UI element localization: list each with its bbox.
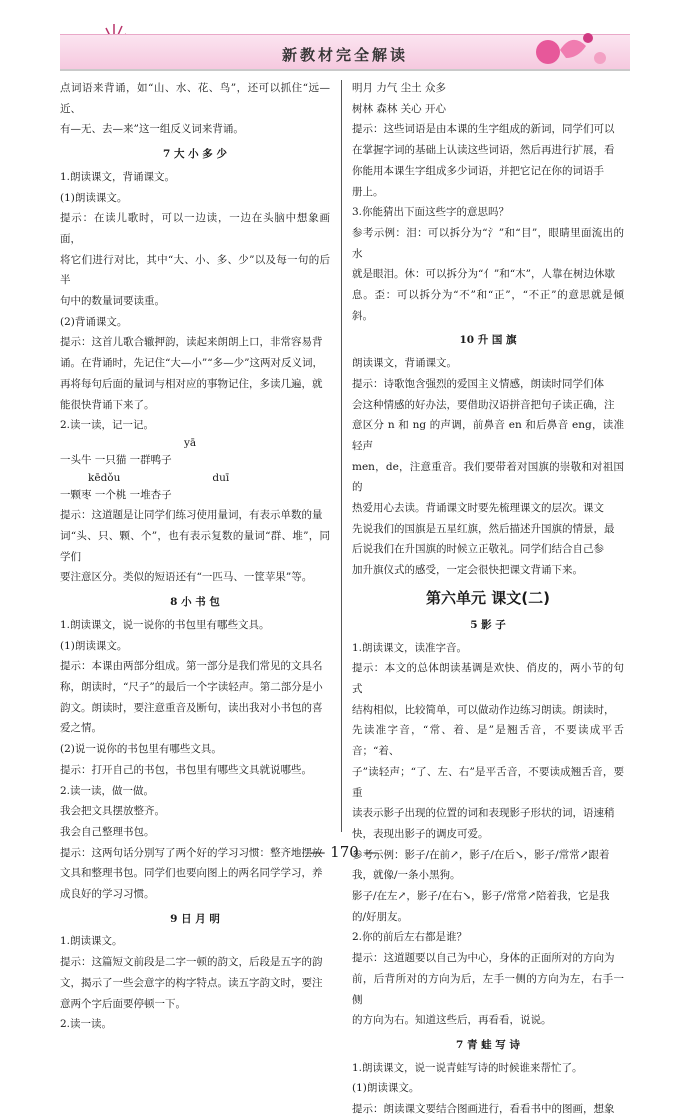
text-line: 1.朗读课文，读准字音。: [352, 641, 468, 654]
dancer-decoration: [530, 28, 610, 72]
lesson-heading: 10 升 国 旗: [459, 334, 517, 347]
right-column: [352, 78, 624, 1120]
text-line: 文具和整理书包。同学们也要向图上的两名同学学习，养: [60, 867, 323, 880]
lesson-heading: 8 小 书 包: [170, 596, 220, 609]
text-line: 子”读轻声；“了、左、右”是平舌音，不要读成翘舌音，要重: [352, 765, 624, 799]
text-line: 2.读一读，记一记。: [60, 419, 155, 432]
text-line: (1)朗读课文。: [60, 191, 128, 204]
lesson-heading: 9 日 月 明: [170, 912, 220, 925]
text-line: 提示：诗歌饱含强烈的爱国主义情感，朗读时同学们体: [352, 377, 604, 390]
text-line: 参考示例：泪：可以拆分为“氵”和“目”，眼睛里面流出的水: [352, 226, 624, 260]
text-line: 就是眼泪。休：可以拆分为“亻”和“木”，人靠在树边休歇: [352, 268, 615, 281]
text-line: 加升旗仪式的感受，一定会很快把课文背诵下来。: [352, 564, 583, 577]
text-line: 意两个字后面要停顿一下。: [60, 997, 186, 1010]
text-line: 1.朗读课文，说一说青蛙写诗的时候谁来帮忙了。: [352, 1061, 583, 1074]
text-line: 参考示例：影子/在前↗，影子/在后↘，影子/常常↗跟着: [352, 848, 610, 861]
header-title: 新教材完全解读: [281, 46, 408, 64]
lesson-heading: 7 大 小 多 少: [163, 148, 227, 161]
text-line: 提示：这道题要以自己为中心，身体的正面所对的方向为: [352, 952, 615, 965]
text-line: 1.朗读课文。: [60, 935, 123, 948]
text-line: 词“头、只、颗、个”，也有表示复数的量词“群、堆”，同学们: [60, 530, 330, 563]
word-row: 树林 森林 关心 开心: [352, 102, 447, 115]
text-line: 意区分 n 和 ng 的声调，前鼻音 en 和后鼻音 eng，读准轻声: [352, 419, 624, 452]
pinyin: yā: [184, 436, 197, 449]
pinyin-row: [60, 436, 330, 450]
text-line: 点词语来背诵，如“山、水、花、鸟”，还可以抓住“远—近、: [60, 82, 330, 115]
text-line: 快，表现出影子的调皮可爱。: [352, 827, 489, 840]
phrase-row: 一头牛 一只猫 一群鸭子: [60, 453, 172, 466]
text-line: 我会自己整理书包。: [60, 825, 155, 838]
text-line: 我，就像/一条小黑狗。: [352, 869, 461, 882]
text-line: 句中的数量词要读重。: [60, 295, 165, 308]
text-line: 前，后背所对的方向为后，左手一侧的方向为左，右手一侧: [352, 972, 624, 1006]
text-line: (1)朗读课文。: [352, 1082, 420, 1095]
text-line: 我会把文具摆放整齐。: [60, 805, 165, 818]
text-line: 提示：这两句话分别写了两个好的学习习惯：整齐地摆放: [60, 846, 323, 859]
text-line: 你能用本课生字组成多少词语，并把它记在你的词语手: [352, 164, 604, 177]
text-line: 的方向为右。知道这些后，再看看，说说。: [352, 1014, 552, 1027]
text-line: 将它们进行对比，其中“大、小、多、少”以及每一句的后半: [60, 253, 330, 287]
text-line: 3.你能猜出下面这些字的意思吗？: [352, 206, 510, 219]
text-line: 先说我们的国旗是五星红旗，然后描述升国旗的情景，最: [352, 522, 615, 535]
text-line: (2)背诵课文。: [60, 315, 128, 328]
page-number: — 170 —: [310, 843, 379, 861]
pinyin: duī: [212, 471, 230, 484]
text-line: men，de，注意重音。我们要带着对国旗的崇敬和对祖国的: [352, 460, 624, 494]
word-row: 明月 力气 尘土 众多: [352, 82, 447, 94]
unit-title: 第六单元 课文(二): [426, 588, 550, 607]
text-line: 影子/在左↗，影子/在右↘，影子/常常↗陪着我，它是我: [352, 890, 610, 903]
text-line: 在掌握字词的基础上认读这些词语，然后再进行扩展，看: [352, 144, 615, 157]
text-line: 提示：这首儿歌合辙押韵，读起来朗朗上口，非常容易背: [60, 336, 323, 349]
phrase-row: 一颗枣 一个桃 一堆杏子: [60, 488, 172, 501]
text-line: 再将每句后面的量词与相对应的事物记住，多读几遍，就: [60, 377, 323, 390]
text-line: 提示：本课由两部分组成。第一部分是我们常见的文具名: [60, 660, 323, 673]
text-line: 2.读一读，做一做。: [60, 784, 155, 797]
text-line: 2.读一读。: [60, 1018, 113, 1031]
text-line: 先读准字音，“常、着、是”是翘舌音，不要读成平舌音；“着、: [352, 724, 624, 758]
text-line: 提示：这道题是让同学们练习使用量词，有表示单数的量: [60, 509, 323, 522]
text-line: 读表示影子出现的位置的词和表现影子形状的词，语速稍: [352, 807, 615, 820]
text-line: 朗读课文，背诵课文。: [352, 357, 457, 370]
text-line: (2)说一说你的书包里有哪些文具。: [60, 743, 222, 756]
text-line: (1)朗读课文。: [60, 639, 128, 652]
text-line: 提示：在读儿歌时，可以一边读，一边在头脑中想象画面，: [60, 212, 330, 245]
lesson-heading: 5 影 子: [470, 618, 506, 631]
text-line: 息。歪：可以拆分为“不”和“正”，“不正”的意思就是倾斜。: [352, 289, 624, 322]
text-line: 诵。在背诵时，先记住“大—小”“多—少”这两对反义词，: [60, 357, 323, 370]
text-line: 韵文。朗读时，要注意重音及断句，读出我对小书包的喜: [60, 701, 323, 714]
text-line: 爱之情。: [60, 722, 102, 735]
text-line: 要注意区分。类似的短语还有“一匹马、一筐苹果”等。: [60, 571, 313, 584]
text-line: 能很快背诵下来了。: [60, 398, 155, 411]
text-line: 的/好朋友。: [352, 910, 409, 923]
text-line: 后说我们在升国旗的时候立正敬礼。同学们结合自己参: [352, 543, 604, 556]
text-line: 提示：打开自己的书包，书包里有哪些文具就说哪些。: [60, 763, 312, 776]
text-line: 1.朗读课文，说一说你的书包里有哪些文具。: [60, 618, 270, 631]
text-line: 册上。: [352, 185, 384, 198]
page-header: [60, 22, 630, 78]
text-line: 有—无、去—来”这一组反义词来背诵。: [60, 123, 244, 136]
column-divider: [341, 80, 342, 832]
text-line: 提示：本文的总体朗读基调是欢快、俏皮的，两小节的句式: [352, 662, 624, 695]
left-column: [60, 78, 330, 1035]
text-line: 2.你的前后左右都是谁？: [352, 931, 468, 944]
text-line: 称，朗读时，“尺子”的最后一个字读轻声。第二部分是小: [60, 680, 323, 693]
text-line: 会这种情感的好办法，要借助汉语拼音把句子读正确，注: [352, 398, 615, 411]
text-line: 1.朗读课文，背诵课文。: [60, 170, 176, 183]
text-line: 提示：这些词语是由本课的生字组成的新词，同学们可以: [352, 123, 615, 136]
text-line: 成良好的学习习惯。: [60, 888, 155, 901]
lesson-heading: 7 青 蛙 写 诗: [456, 1038, 520, 1051]
text-line: 提示：这篇短文前段是二字一顿的韵文，后段是五字的韵: [60, 956, 323, 969]
text-line: 文，揭示了一些会意字的构字特点。读五字韵文时，要注: [60, 976, 323, 989]
pinyin: kēdǒu: [88, 471, 121, 484]
pinyin-row: [60, 471, 330, 485]
text-line: 提示：朗读课文要结合图画进行，看看书中的图画，想象: [352, 1103, 615, 1116]
text-line: 热爱用心去读。背诵课文时要先梳理课文的层次。课文: [352, 502, 604, 515]
text-line: 结构相似，比较简单，可以做动作边练习朗读。朗读时，: [352, 703, 615, 716]
